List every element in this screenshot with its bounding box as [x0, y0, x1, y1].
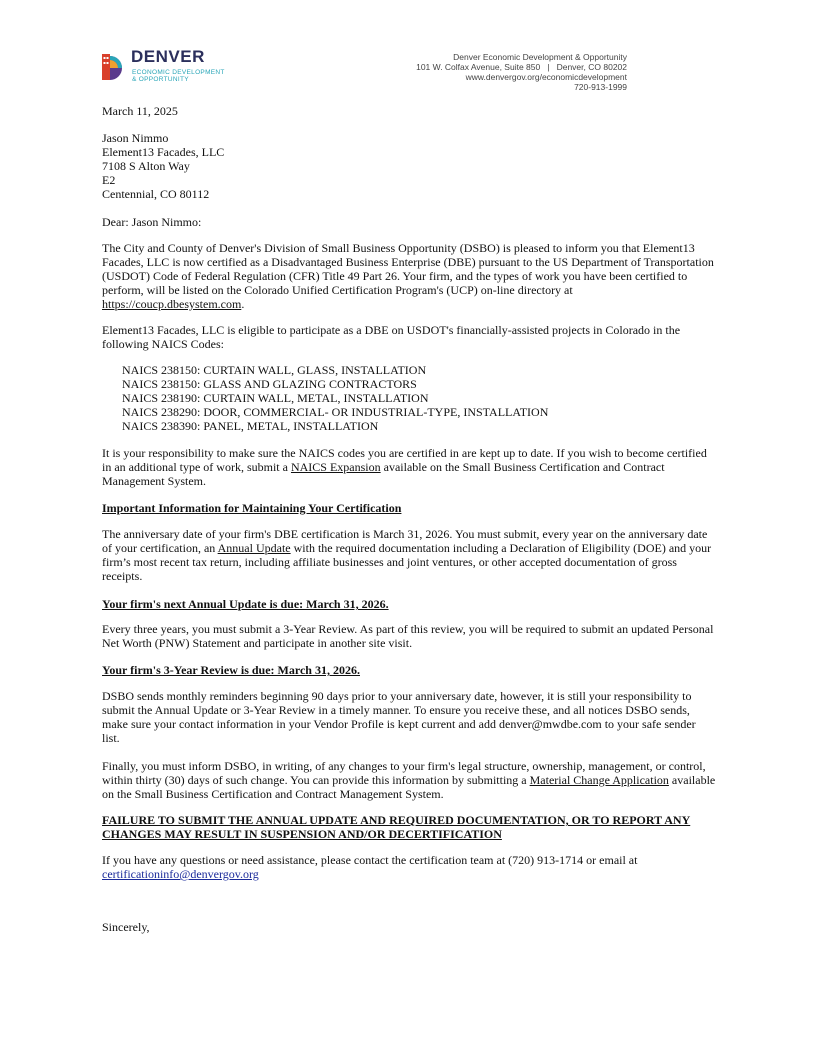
recipient-street: 7108 S Alton Way: [102, 159, 190, 173]
paragraph-certification: [102, 241, 716, 311]
naics-item: NAICS 238390: PANEL, METAL, INSTALLATION: [122, 419, 379, 433]
logo-subtitle-line: ECONOMIC DEVELOPMENT: [132, 69, 225, 76]
paragraph-text: with the required documentation including a Declaration of Eligibility (DOE) and your firm’s most recent tax return, including affiliate businesses and joint ventures, or other accepted documentation of gross receipts.: [102, 541, 712, 583]
letterhead-contact: [416, 52, 627, 92]
denver-logo-icon: [102, 52, 126, 82]
salutation: Dear: Jason Nimmo:: [102, 215, 202, 229]
naics-expansion-link[interactable]: NAICS Expansion: [290, 460, 381, 474]
paragraph-text: available on the Small Business Certification and Contract Management System.: [102, 773, 716, 801]
naics-list: [122, 363, 736, 433]
letterhead-phone: 720-913-1999: [574, 82, 627, 92]
paragraph-text: The anniversary date of your firm's DBE certification is March 31, 2026. You must submit, every year on the anniversary date of your certification, an: [102, 527, 708, 555]
naics-item: NAICS 238150: GLASS AND GLAZING CONTRACTORS: [122, 377, 417, 391]
letter-date: March 11, 2025: [102, 104, 178, 118]
recipient-city: Centennial, CO 80112: [102, 187, 210, 201]
closing: Sincerely,: [102, 920, 150, 934]
ucp-directory-link[interactable]: https://coucp.dbesystem.com: [102, 297, 242, 311]
recipient-unit: E2: [102, 173, 116, 187]
paragraph-text: It is your responsibility to make sure the NAICS codes you are certified in are kept up to date. If you wish to become certified in an additional type of work, submit a: [102, 446, 707, 474]
heading-maintaining-certification: Important Information for Maintaining Your Certification: [102, 501, 402, 515]
certification-email-link[interactable]: certificationinfo@denvergov.org: [102, 867, 259, 881]
letterhead-address: 101 W. Colfax Avenue, Suite 850 | Denver, CO 80202: [416, 62, 627, 72]
naics-item: NAICS 238290: DOOR, COMMERCIAL- OR INDUSTRIAL-TYPE, INSTALLATION: [122, 405, 549, 419]
letterhead-org: Denver Economic Development & Opportunity: [453, 52, 627, 62]
paragraph-text: If you have any questions or need assistance, please contact the certification team at (720) 913-1714 or email at: [102, 853, 638, 867]
annual-update-link[interactable]: Annual Update: [217, 541, 291, 555]
heading-review-due: Your firm's 3-Year Review is due: March 31, 2026.: [102, 663, 360, 677]
decertification-warning: FAILURE TO SUBMIT THE ANNUAL UPDATE AND REQUIRED DOCUMENTATION, OR TO REPORT ANY CHANGES MAY RESULT IN SUSPENSION AND/OR DECERTIFICATION: [102, 813, 691, 841]
paragraph-eligibility: Element13 Facades, LLC is eligible to participate as a DBE on USDOT's financially-assisted projects in Colorado in the following NAICS Codes:: [102, 323, 681, 351]
paragraph-three-year-review: Every three years, you must submit a 3-Year Review. As part of this review, you will be required to submit an updated Personal Net Worth (PNW) Statement and participate in another site visit.: [102, 622, 714, 650]
naics-item: NAICS 238150: CURTAIN WALL, GLASS, INSTALLATION: [122, 363, 427, 377]
recipient-address: [102, 131, 716, 201]
logo-subtitle-line: & OPPORTUNITY: [132, 76, 189, 83]
logo-subtitle: [132, 69, 225, 83]
recipient-company: Element13 Facades, LLC: [102, 145, 225, 159]
paragraph-anniversary: [102, 527, 716, 583]
paragraph-changes: [102, 759, 716, 801]
paragraph-text: .: [241, 297, 245, 311]
letterhead-website: www.denvergov.org/economicdevelopment: [465, 72, 627, 82]
naics-item: NAICS 238190: CURTAIN WALL, METAL, INSTALLATION: [122, 391, 429, 405]
paragraph-text: The City and County of Denver's Division of Small Business Opportunity (DSBO) is pleased to inform you that Element13 Facades, LLC is now certified as a Disadvantaged Business Enterprise (DBE) pursuant to the US Department of Transportation (USDOT) Code of Federal Regulation (CFR) Title 49 Part 26. Your firm, and the types of work you have been certified to perform, will be listed on the Colorado Unified Certification Program's (UCP) on-line directory at: [102, 241, 714, 297]
logo-title: DENVER: [131, 47, 205, 66]
denver-logo: [102, 47, 242, 84]
material-change-application-link[interactable]: Material Change Application: [529, 773, 669, 787]
paragraph-text: available on the Small Business Certification and Contract Management System.: [102, 460, 665, 488]
recipient-name: Jason Nimmo: [102, 131, 169, 145]
paragraph-text: Finally, you must inform DSBO, in writing, of any changes to your firm's legal structure, ownership, management, or control, within thirty (30) days of such change. You can provide this information by submitting a: [102, 759, 706, 787]
paragraph-naics-responsibility: [102, 446, 716, 488]
heading-annual-update-due: Your firm's next Annual Update is due: March 31, 2026.: [102, 597, 389, 611]
paragraph-reminders: DSBO sends monthly reminders beginning 90 days prior to your anniversary date, however, it is still your responsibility to submit the Annual Update or 3-Year Review in a timely manner. To ensure you receive these, and all notices DSBO sends, make sure your contact information in your Vendor Profile is kept current and add denver@mwdbe.com to your safe sender list.: [102, 689, 696, 745]
paragraph-contact: [102, 853, 716, 881]
